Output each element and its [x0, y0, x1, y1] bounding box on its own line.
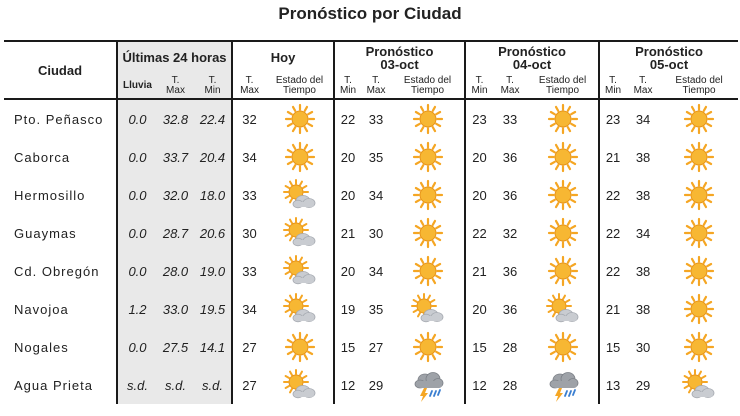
today-icon	[266, 214, 334, 252]
city-name: Navojoa	[14, 301, 69, 317]
d3-tmax: 34	[635, 225, 651, 241]
today-icon	[266, 290, 334, 328]
storm-icon	[527, 368, 598, 402]
d1-tmin: 19	[334, 290, 361, 328]
today-icon	[266, 328, 334, 366]
d1-icon	[391, 99, 465, 138]
sun-icon	[527, 217, 598, 249]
sun-icon	[391, 103, 464, 135]
header-day-1	[334, 41, 465, 73]
d3-tmin: 23	[599, 99, 626, 138]
sun-icon	[527, 255, 598, 287]
d2-icon	[527, 99, 599, 138]
table-row	[4, 252, 738, 290]
obs-rain: 0.0	[117, 176, 157, 214]
partly-cloudy-icon	[660, 369, 738, 401]
d3-icon	[660, 328, 738, 366]
sub-d3-tmax: T. Max	[626, 73, 660, 99]
d1-tmax: 34	[368, 263, 384, 279]
today-icon	[266, 366, 334, 404]
obs-tmin: 19.5	[194, 290, 232, 328]
partly-cloudy-icon	[266, 179, 333, 211]
today-icon	[266, 176, 334, 214]
sun-icon	[660, 293, 738, 325]
table-row	[4, 99, 738, 138]
d2-tmax: 36	[502, 263, 518, 279]
sub-d2-tmin: T. Min	[465, 73, 493, 99]
header-day-2	[465, 41, 599, 73]
d1-tmin: 15	[334, 328, 361, 366]
header-day-1-label: Pronóstico	[365, 43, 434, 59]
d3-tmin: 21	[599, 290, 626, 328]
d3-icon	[660, 138, 738, 176]
sub-today-tmax: T. Max	[232, 73, 266, 99]
partly-cloudy-icon	[391, 293, 464, 325]
d1-tmin: 12	[334, 366, 361, 404]
sun-icon	[391, 331, 464, 363]
today-icon	[266, 99, 334, 138]
sub-today-state: Estado del Tiempo	[266, 73, 334, 99]
sun-icon	[660, 103, 738, 135]
d1-tmin: 20	[334, 176, 361, 214]
storm-icon	[391, 368, 464, 402]
d3-tmax: 30	[635, 339, 651, 355]
d2-tmin: 12	[465, 366, 493, 404]
d3-icon	[660, 99, 738, 138]
sub-d1-state: Estado del Tiempo	[391, 73, 465, 99]
d3-icon	[660, 214, 738, 252]
d2-tmax: 36	[502, 149, 518, 165]
header-day-3	[599, 41, 738, 73]
partly-cloudy-icon	[266, 217, 333, 249]
d1-icon	[391, 252, 465, 290]
city-name: Pto. Peñasco	[14, 111, 104, 127]
today-icon	[266, 138, 334, 176]
d1-icon	[391, 290, 465, 328]
obs-tmin: s.d.	[194, 366, 232, 404]
d3-tmin: 22	[599, 176, 626, 214]
obs-tmax: 32.0	[157, 176, 194, 214]
d2-icon	[527, 252, 599, 290]
d1-icon	[391, 328, 465, 366]
header-day-2-label: Pronóstico	[498, 43, 566, 59]
d1-tmin: 20	[334, 138, 361, 176]
sub-d2-state: Estado del Tiempo	[527, 73, 599, 99]
d1-tmax: 33	[368, 111, 384, 127]
d1-tmin: 22	[334, 99, 361, 138]
obs-tmax: 28.7	[157, 214, 194, 252]
d2-icon	[527, 138, 599, 176]
table-row	[4, 176, 738, 214]
today-tmax: 34	[232, 290, 266, 328]
d1-tmax: 34	[368, 187, 384, 203]
d2-tmin: 22	[465, 214, 493, 252]
d1-icon	[391, 138, 465, 176]
sub-d1-tmax: T. Max	[361, 73, 391, 99]
d2-tmin: 20	[465, 290, 493, 328]
sun-icon	[660, 179, 738, 211]
d3-tmax: 38	[635, 263, 651, 279]
obs-rain: s.d.	[117, 366, 157, 404]
obs-tmin: 20.4	[194, 138, 232, 176]
sub-obs-tmax: T. Max	[157, 73, 194, 99]
sun-icon	[660, 141, 738, 173]
sun-icon	[391, 217, 464, 249]
obs-rain: 0.0	[117, 138, 157, 176]
d2-tmax: 36	[502, 187, 518, 203]
table-row	[4, 290, 738, 328]
d2-icon	[527, 328, 599, 366]
sun-icon	[660, 255, 738, 287]
d2-icon	[527, 290, 599, 328]
sub-d1-tmin: T. Min	[334, 73, 361, 99]
today-tmax: 33	[232, 252, 266, 290]
obs-rain: 0.0	[117, 99, 157, 138]
sun-icon	[660, 217, 738, 249]
obs-tmax: 27.5	[157, 328, 194, 366]
sun-icon	[527, 141, 598, 173]
d3-tmax: 38	[635, 301, 651, 317]
d1-tmax: 29	[368, 377, 384, 393]
header-day-3-date: 05-oct	[649, 56, 689, 72]
d3-tmin: 13	[599, 366, 626, 404]
d3-tmin: 21	[599, 138, 626, 176]
d3-icon	[660, 176, 738, 214]
d3-tmin: 15	[599, 328, 626, 366]
d2-tmax: 28	[502, 339, 518, 355]
sun-icon	[660, 331, 738, 363]
obs-rain: 1.2	[117, 290, 157, 328]
header-last24: Últimas 24 horas	[117, 41, 232, 73]
d3-icon	[660, 366, 738, 404]
sub-rain: Lluvia	[117, 73, 157, 99]
city-name: Caborca	[14, 149, 71, 165]
sub-d3-tmin: T. Min	[599, 73, 626, 99]
header-day-3-label: Pronóstico	[635, 43, 703, 59]
d1-tmin: 21	[334, 214, 361, 252]
table-row	[4, 366, 738, 404]
sub-obs-tmin: T. Min	[194, 73, 232, 99]
d1-icon	[391, 214, 465, 252]
partly-cloudy-icon	[266, 293, 333, 325]
d2-tmax: 32	[502, 225, 518, 241]
city-name: Agua Prieta	[14, 377, 93, 393]
obs-tmax: 28.0	[157, 252, 194, 290]
sun-icon	[391, 179, 464, 211]
header-day-1-date: 03-oct	[380, 56, 419, 72]
table-row	[4, 214, 738, 252]
d1-icon	[391, 176, 465, 214]
d2-icon	[527, 366, 599, 404]
today-tmax: 33	[232, 176, 266, 214]
obs-tmax: s.d.	[157, 366, 194, 404]
city-name: Nogales	[14, 339, 69, 355]
table-row	[4, 138, 738, 176]
obs-tmax: 33.0	[157, 290, 194, 328]
obs-rain: 0.0	[117, 252, 157, 290]
today-tmax: 34	[232, 138, 266, 176]
d1-tmax: 35	[368, 149, 384, 165]
obs-tmin: 14.1	[194, 328, 232, 366]
today-tmax: 32	[232, 99, 266, 138]
partly-cloudy-icon	[266, 369, 333, 401]
d1-icon	[391, 366, 465, 404]
d3-tmax: 29	[635, 377, 651, 393]
sun-icon	[266, 103, 333, 135]
table-row	[4, 328, 738, 366]
obs-rain: 0.0	[117, 214, 157, 252]
header-today: Hoy	[232, 41, 334, 73]
d2-tmin: 23	[465, 99, 493, 138]
d3-icon	[660, 252, 738, 290]
obs-tmin: 20.6	[194, 214, 232, 252]
page-title: Pronóstico por Ciudad	[278, 4, 462, 23]
obs-tmin: 19.0	[194, 252, 232, 290]
d1-tmax: 35	[368, 301, 384, 317]
d2-icon	[527, 176, 599, 214]
city-name: Hermosillo	[14, 187, 86, 203]
partly-cloudy-icon	[266, 255, 333, 287]
d2-tmin: 20	[465, 176, 493, 214]
city-name: Cd. Obregón	[14, 263, 100, 279]
d3-tmax: 38	[635, 187, 651, 203]
today-tmax: 27	[232, 366, 266, 404]
obs-tmax: 33.7	[157, 138, 194, 176]
sun-icon	[266, 141, 333, 173]
header-day-2-date: 04-oct	[512, 56, 552, 72]
d3-tmin: 22	[599, 252, 626, 290]
d2-tmin: 15	[465, 328, 493, 366]
d2-tmax: 33	[502, 111, 518, 127]
d1-tmax: 30	[368, 225, 384, 241]
header-city: Ciudad	[4, 41, 117, 99]
obs-tmax: 32.8	[157, 99, 194, 138]
d1-tmin: 20	[334, 252, 361, 290]
sun-icon	[527, 103, 598, 135]
today-icon	[266, 252, 334, 290]
d1-tmax: 27	[368, 339, 384, 355]
forecast-table	[4, 40, 738, 404]
d2-tmin: 21	[465, 252, 493, 290]
partly-cloudy-icon	[527, 293, 598, 325]
sun-icon	[527, 179, 598, 211]
d2-tmax: 36	[502, 301, 518, 317]
d3-tmin: 22	[599, 214, 626, 252]
d2-tmax: 28	[502, 377, 518, 393]
sub-d2-tmax: T. Max	[493, 73, 527, 99]
sun-icon	[527, 331, 598, 363]
d2-tmin: 20	[465, 138, 493, 176]
d3-tmax: 34	[635, 111, 651, 127]
today-tmax: 27	[232, 328, 266, 366]
obs-rain: 0.0	[117, 328, 157, 366]
today-tmax: 30	[232, 214, 266, 252]
d3-tmax: 38	[635, 149, 651, 165]
d3-icon	[660, 290, 738, 328]
sun-icon	[391, 141, 464, 173]
sun-icon	[266, 331, 333, 363]
d2-icon	[527, 214, 599, 252]
city-name: Guaymas	[14, 225, 77, 241]
sub-d3-state: Estado del Tiempo	[660, 73, 738, 99]
sun-icon	[391, 255, 464, 287]
obs-tmin: 22.4	[194, 99, 232, 138]
obs-tmin: 18.0	[194, 176, 232, 214]
